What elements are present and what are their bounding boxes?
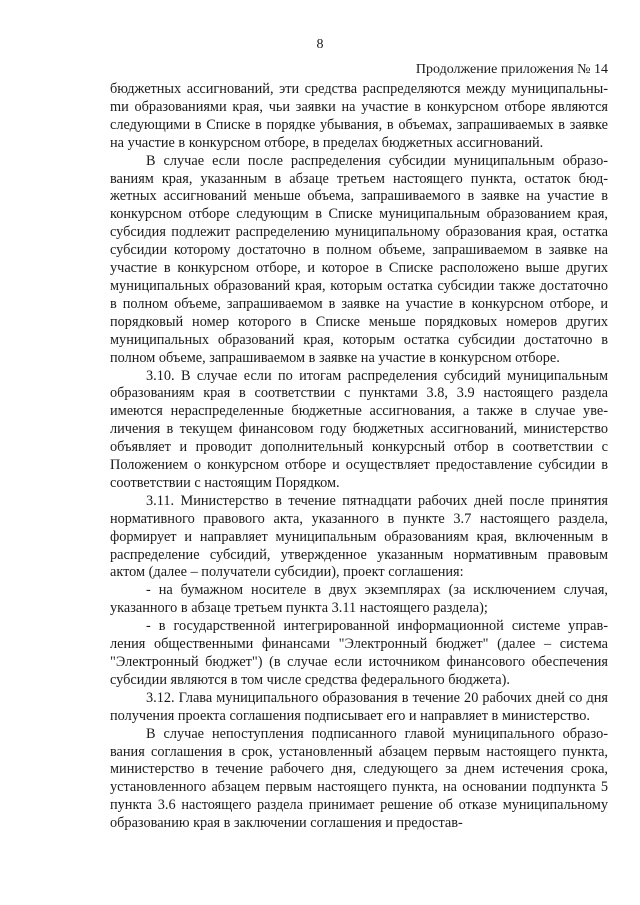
paragraph-3-11: 3.11. Министерство в течение пятнадцати рабочих дней после принятия нормативного правового акта, указанного в пункте 3.7 настоящего раздела, формирует и направляет муниципальным образованиям края, включенным в распределение субсидий, утвержденное указанным нормативным правовым актом (далее – получатели субсидии), проект соглашения:: [110, 492, 608, 581]
paragraph-remainder-distribution: В случае если после распределения субсидии муниципальным образованиям края, указанным в абзаце третьем настоящего пункта, остаток бюджетных ассигнований меньше объема, запрашиваемого в заявке на участие в конкурсном отборе следующим в Списке муниципальным образованием края, субсидия подлежит распределению муниципальному образования края, остатка субсидии которому достаточно в полном объеме, запрашиваемом в заявке на участие в конкурсном отборе, и которое в Списке расположено выше других муниципальных образований края, которым остатка субсидии также достаточно в полном объеме, запрашиваемом в заявке на участие в конкурсном отборе, и порядковый номер которого в Списке меньше порядковых номеров других муниципальных образований края, которым остатка субсидии достаточно в полном объеме, запрашиваемом в заявке на участие в конкурсном отборе.: [110, 152, 608, 366]
list-item-paper-copy: - на бумажном носителе в двух экземплярах (за исключением случая, указанного в абзаце третьем пункта 3.11 настоящего раздела);: [110, 582, 608, 617]
list-item-electronic-budget: - в государственной интегрированной информационной системе управления общественными финансами "Электронный бюджет" (далее – система "Электронный бюджет") (в случае если источником финансового обеспечения субсидии являются в том числе средства федерального бюджета).: [110, 618, 608, 688]
paragraph-3-10: 3.10. В случае если по итогам распределения субсидий муниципальным образованиям края в соответствии с пунктами 3.8, 3.9 настоящего раздела имеются нераспределенные бюджетные ассигнования, а также в случае увеличения в текущем финансовом году бюджетных ассигнований, министерство объявляет и проводит дополнительный конкурсный отбор в соответствии с Положением о конкурсном отборе и осуществляет предоставление субсидии в соответствии с настоящим Порядком.: [110, 367, 608, 491]
paragraph-continued: бюджетных ассигнований, эти средства распределяются между муниципальныmи образованиями края, чьи заявки на участие в конкурсном отборе являются следующими в Списке в порядке убывания, в объемах, запрашиваемых в заявке на участие в конкурсном отборе, в пределах бюджетных ассигнований.: [110, 81, 608, 151]
paragraph-non-receipt: В случае непоступления подписанного главой муниципального образования соглашения в срок, установленный абзацем первым настоящего пункта, министерство в течение рабочего дня, следующего за днем истечения срока, установленного абзацем первым настоящего пункта, на основании подпункта 5 пункта 3.6 настоящего раздела принимает решение об отказе муниципальному образованию края в заключении соглашения и предостав-: [110, 725, 608, 832]
document-body: [110, 81, 608, 833]
paragraph-3-12: 3.12. Глава муниципального образования в течение 20 рабочих дней со дня получения проекта соглашения подписывает его и направляет в министерство.: [110, 689, 608, 724]
appendix-continuation-label: Продолжение приложения № 14: [415, 62, 608, 77]
page-number: 8: [316, 37, 324, 52]
